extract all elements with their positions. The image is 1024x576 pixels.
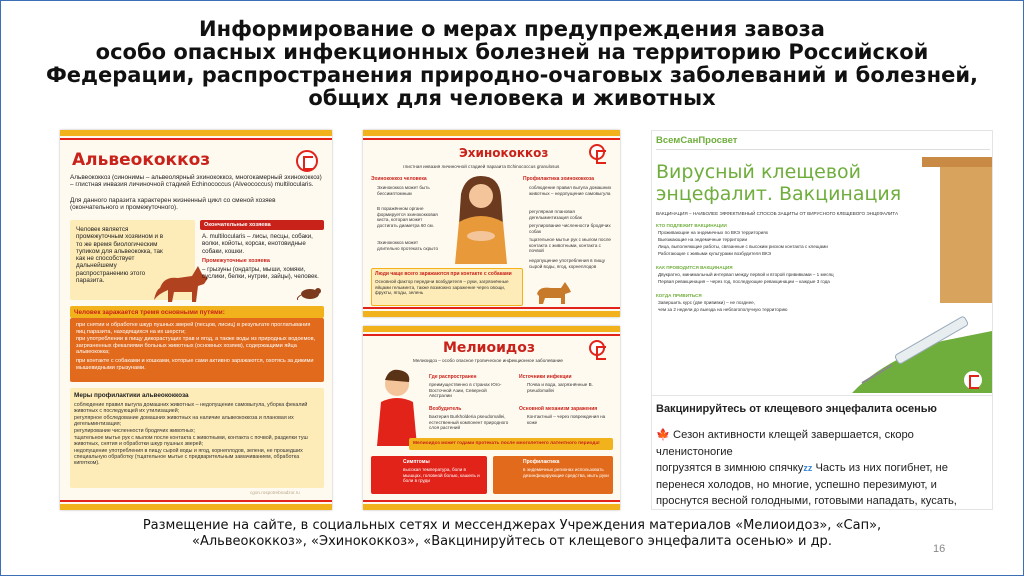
left-item-2: В поражённом органе формируется эхинококковая киста, которая может достигать диаметра 60 см. — [377, 206, 438, 228]
logo-icon — [589, 340, 605, 356]
vk-heading: Вакцинируйтесь от клещевого энцефалита осенью — [656, 403, 937, 415]
ways-head: Человек заражается тремя основными путями: — [74, 309, 225, 316]
human-host-text: Человек является промежуточным хозяином и в то же время биологическим тупиком для альвеококка, так как не способствует дальнейшему распространению этого паразита. — [76, 226, 164, 285]
c4-text: Контактный – через повреждения на коже — [527, 414, 606, 425]
when-item-2: чем за 2 недели до выезда на неблагополучную территорию — [658, 307, 788, 312]
prev-item-5: недопущение употребления в пищу сырой воды и ягод, корнеплодов, зелени, не прошедших специальную обработку (тщательное мытье с предварительным замачиванием, обработка кипятком). — [74, 448, 303, 467]
brand-divider — [656, 149, 990, 150]
poster-top-stripe — [363, 326, 620, 332]
slide-caption — [60, 518, 964, 550]
woman-illustration — [445, 174, 517, 264]
title-line-1: Информирование о мерах предупреждения завоза — [199, 17, 825, 41]
zzz-icon: zz — [803, 463, 813, 473]
poster-title: Мелиоидоз — [443, 340, 535, 356]
poster-subtitle: глистная инвазия личиночной стадией паразита Echinococcus granulosus — [403, 164, 560, 169]
right-item-5: недопущение употребления в пищу сырой воды, ягод, корнеплодов — [529, 258, 606, 269]
poster-top-line — [363, 334, 620, 336]
vk-line-4: проснутся весной голодными, готовыми нападать, кусать, — [656, 495, 957, 507]
vk-line-5 — [656, 510, 990, 511]
poster-bottom-line — [363, 307, 620, 309]
prof-head: Профилактика — [523, 459, 560, 465]
symptoms-text: высокая температура, боли в мышцах, головной болью, кашель и боли в груди — [403, 467, 480, 484]
c3-head: Источники инфекции — [519, 374, 572, 380]
right-item-4: тщательное мытье рук с мылом после контакта с животными, контакта с почвой — [529, 237, 611, 254]
c1-text: преимущественно в странах Юго-Восточной Азии, Северной Австралии — [429, 382, 502, 399]
who-item-2: Выезжающие на эндемичные территории — [658, 237, 748, 242]
title-line-2: особо опасных инфекционных болезней на территорию Российской — [95, 40, 929, 64]
c1-head: Где распространен — [429, 374, 477, 380]
prev-head: Меры профилактики альвеококкоза — [74, 392, 189, 399]
vk-line-3: перенеся холодов, но многие, успешно перезимуют, и — [656, 478, 937, 491]
wood-panel — [940, 163, 993, 303]
final-hosts-text: A. multilocularis – лисы, песцы, собаки, волки, койоты, корсак, енотовидные собаки, кошки. — [202, 233, 313, 255]
right-item-1: соблюдение правил выгула домашних животных – недопущение самовыгула — [529, 185, 612, 196]
left-item-3: Эхинококкоз может длительно протекать скрыто — [377, 240, 439, 251]
contact-text: Основной фактор передачи возбудителя – руки, загрязнённые яйцами гельминта, также возможно заражение через овощи, фрукты, ягоды, зелень — [375, 279, 509, 296]
dog-illustration — [533, 280, 573, 306]
poster-intro-2: Для данного паразита характерен жизненный цикл со сменой хозяев (окончательного и промежуточного). — [70, 197, 276, 212]
poster-top-stripe — [60, 130, 332, 136]
poster-melioidosis — [363, 326, 620, 510]
title-line-3: Федерации, распространения природно-очаговых заболеваний и болезней, — [45, 63, 979, 87]
poster-top-stripe — [363, 130, 620, 136]
when-item-1: Завершить курс (две прививки) – не позднее, — [658, 300, 755, 305]
inter-hosts-text: – грызуны (ондатры, мыши, хомяки, суслики, белки, нутрии, зайцы), человек. — [202, 266, 319, 281]
left-head: Эхинококкоз человека — [371, 176, 427, 182]
ways-item-3: при контакте с собаками и кошками, которые сами активно заражаются, охотясь за дикими мышевидными грызунами. — [76, 358, 314, 371]
wood-panel-top — [922, 157, 993, 167]
vaccine-lead: ВАКЦИНАЦИЯ – НАИБОЛЕЕ ЭФФЕКТИВНЫЙ СПОСОБ ЗАЩИТЫ ОТ ВИРУСНОГО КЛЕЩЕВОГО ЭНЦЕФАЛИТА — [656, 211, 899, 216]
vaccine-title-line-1: Вирусный клещевой — [656, 161, 862, 183]
vk-line-1 — [656, 427, 990, 460]
left-item-1: Эхинококкоз может быть бессимптомным — [377, 185, 430, 196]
vaccine-brand: ВсемСанПросвет — [656, 135, 738, 146]
boy-illustration — [371, 366, 423, 446]
vk-text-3: Часть из них погибнет, не — [815, 462, 948, 474]
how-item-1: Двукратно, минимальный интервал между первой и второй прививками – 1 месяц — [658, 272, 834, 277]
c4-head: Основной механизм заражения — [519, 406, 598, 412]
poster-intro: Альвеококкоз (синонимы – альвеолярный эхинококкоз, многокамерный эхинококкоз) – глистная инвазия личиночной стадией Echinococcus (Alveococcus) multilocularis. — [70, 174, 322, 189]
who-item-1: Проживающие на эндемичных по ВКЭ территориях — [658, 230, 769, 235]
vaccine-title-line-2: энцефалит. Вакцинация — [656, 183, 902, 205]
final-hosts-head: Окончательные хозяева — [204, 222, 271, 228]
poster-top-line — [60, 138, 332, 140]
prof-text: в эндемичных регионах использовать дезинфицирующие средства, мыть руки — [523, 467, 609, 478]
prev-item-3: регулирование численности бродячих животных; — [74, 428, 195, 434]
symptoms-head: Симптомы — [403, 459, 430, 465]
who-item-4: Работающие с живыми культурами возбудителя ВКЭ — [658, 251, 772, 256]
title-line-4: общих для человека и животных — [308, 86, 716, 110]
right-head: Профилактика эхинококкоза — [523, 176, 595, 182]
who-item-3: Лица, выполняющие работы, связанные с высоким риском контакта с клещами — [658, 244, 828, 249]
c2-head: Возбудитель — [429, 406, 462, 412]
poster-title: Эхинококкоз — [459, 146, 549, 160]
poster-alveococcosis — [60, 130, 332, 510]
logo-icon — [296, 150, 318, 172]
mouse-illustration — [296, 284, 326, 300]
caption-line-2: «Альвеококкоз», «Эхинококкоз», «Вакцинируйтесь от клещевого энцефалита осенью» и др. — [192, 534, 832, 549]
poster-bottom-line — [363, 500, 620, 502]
prev-item-1: соблюдение правил выгула домашних животных – недопущение самовыгула, уборка фекалий животных с последующей их утилизацией; — [74, 402, 308, 415]
who-head: КТО ПОДЛЕЖИТ ВАКЦИНАЦИИ — [656, 223, 727, 228]
poster-bottom-stripe — [363, 311, 620, 317]
vk-divider — [652, 395, 993, 396]
banner-text: Мелиоидоз может годами протекать после многолетнего латентного периода! — [413, 441, 600, 446]
inter-hosts-head: Промежуточные хозяева — [202, 258, 270, 264]
prev-item-2: регулярное обследование домашних животных на наличие альвеококкоза и плановая их дегельминтизация; — [74, 415, 294, 428]
poster-site: cgon.rospotrebnadzor.ru — [250, 490, 300, 495]
c3-text: Почва и вода, загрязнённые B. pseudomallei — [527, 382, 593, 393]
how-item-2: Первая ревакцинация – через год, последующие ревакцинации – каждые 3 года — [658, 279, 830, 284]
poster-bottom-line — [60, 500, 332, 502]
poster-bottom-stripe — [60, 504, 332, 510]
ways-item-1: при снятии и обработке шкур пушных зверей (песцов, лисиц) в результате проглатывания яиц паразита, находящихся на их шерсти; — [76, 322, 311, 335]
right-item-2: регулярная плановая дегельминтизация собак — [529, 209, 582, 220]
poster-subtitle: Мелиоидоз – особо опасное тропическое инфекционное заболевание — [413, 358, 563, 363]
right-item-3: регулирование численности бродячих собак — [529, 223, 611, 234]
how-head: КАК ПРОВОДИТСЯ ВАКЦИНАЦИЯ — [656, 265, 733, 270]
logo-icon — [962, 369, 984, 391]
vk-text-1: Сезон активности клещей завершается, скоро членистоногие — [656, 429, 914, 458]
poster-top-line — [363, 138, 620, 140]
prev-item-4: тщательное мытье рук с мылом после контакта с животными, контакта с почвой, разделки туш животных, снятия и обработки шкур пушных зверей; — [74, 435, 308, 448]
vk-body — [656, 427, 990, 510]
leaf-icon: 🍁 — [656, 429, 670, 441]
ways-item-2: при употреблении в пищу дикорастущих трав и ягод, а также воды из природных водоемов, загрязненных фекалиями больных животных (основных хозяев), содержащими яйца альвеококка; — [76, 336, 316, 356]
slide-title — [20, 18, 1004, 110]
poster-echinococcosis — [363, 130, 620, 317]
when-head: КОГДА ПРИВИТЬСЯ — [656, 293, 702, 298]
c2-text: Бактерия Burkholderia pseudomallei, естественный компонент природного слоя растений — [429, 414, 509, 431]
vk-line-2 — [656, 460, 990, 477]
contact-head: Люди чаще всего заражаются при контакте с собаками — [375, 271, 512, 277]
poster-bottom-stripe — [363, 504, 620, 510]
logo-icon — [589, 144, 605, 160]
page-number: 16 — [933, 543, 946, 555]
caption-line-1: Размещение на сайте, в социальных сетях и мессенджерах Учреждения материалов «Мелиоидоз», «Сап», — [142, 518, 882, 533]
vk-text-2: погрузятся в зимнюю спячку — [656, 462, 804, 474]
poster-vaccination — [651, 130, 993, 510]
poster-title: Альвеококкоз — [72, 150, 211, 170]
